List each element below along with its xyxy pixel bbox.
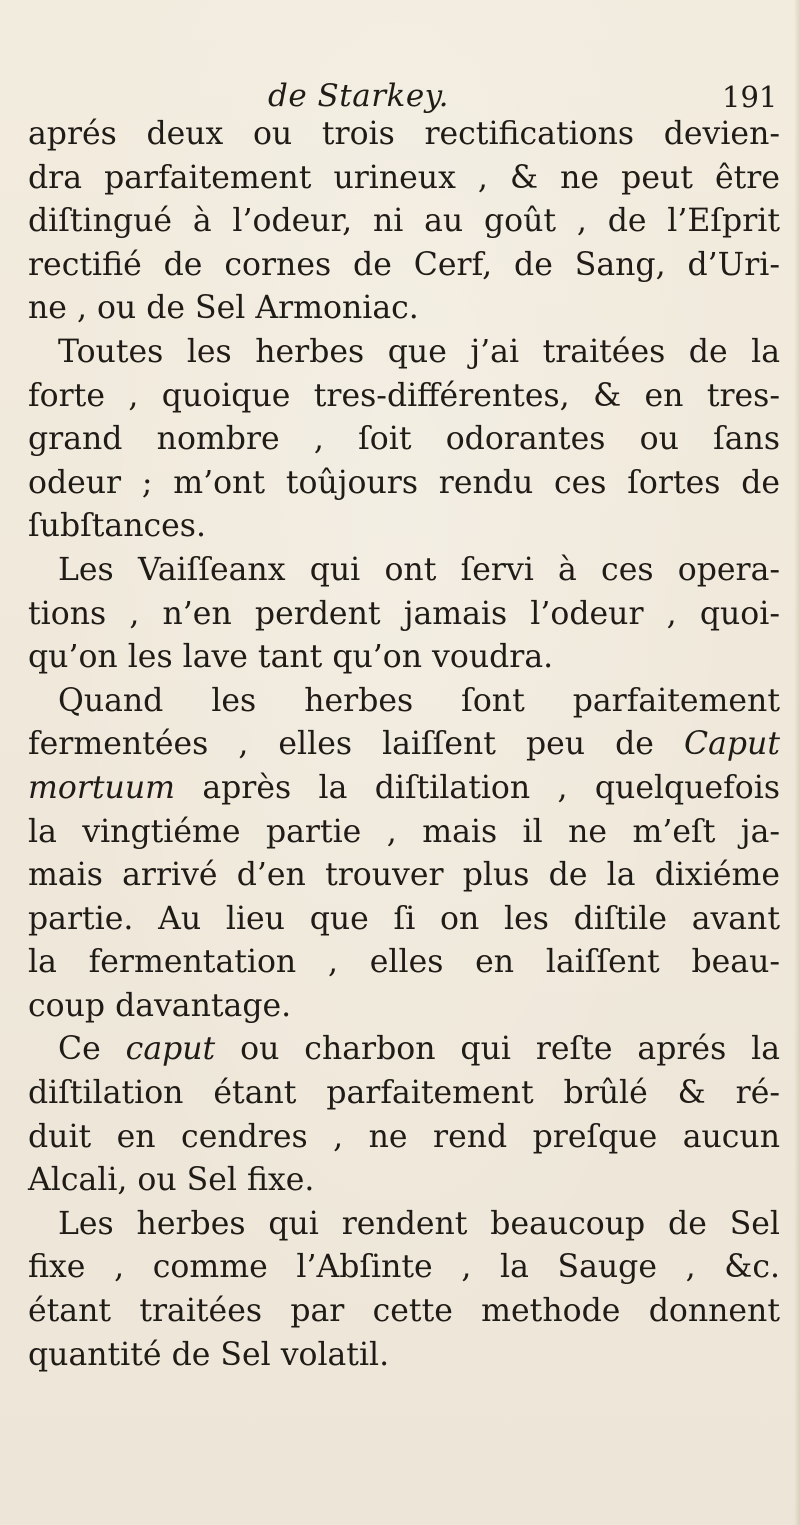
running-head	[0, 70, 800, 114]
text-line: diſtilation étant parfaitement brûlé & ré-	[28, 1075, 780, 1112]
text-line: quantité de Sel volatil.	[28, 1336, 390, 1373]
body-text	[28, 113, 780, 1377]
text-line: Alcali, ou Sel fixe.	[28, 1162, 315, 1199]
text-line: aprés deux ou trois rectifications devien-	[28, 116, 780, 152]
text-line: duit en cendres , ne rend preſque aucun	[28, 1118, 780, 1155]
text-line: Les herbes qui rendent beaucoup de Sel	[58, 1205, 780, 1242]
text-fragment: ou charbon qui reſte aprés la	[240, 1031, 780, 1068]
text-line: coup davantage.	[28, 987, 292, 1024]
text-line-with-italic	[28, 767, 780, 811]
text-line: forte , quoique tres-différentes, & en tres-	[28, 377, 780, 414]
text-line: tions , n’en perdent jamais l’odeur , quoi-	[28, 595, 780, 632]
paper-edge-shadow	[794, 0, 800, 1525]
text-line: dra parfaitement urineux , & ne peut être	[28, 159, 780, 196]
text-line-with-italic	[28, 1028, 780, 1072]
page-number: 191	[722, 80, 778, 114]
text-line-with-italic	[28, 723, 780, 767]
italic-term: Caput	[684, 726, 781, 763]
italic-term: caput	[125, 1031, 216, 1068]
italic-term: mortuum	[28, 769, 175, 806]
text-line: mais arrivé d’en trouver plus de la dixiéme	[28, 857, 780, 894]
text-line: la fermentation , elles en laiſſent beau-	[28, 944, 780, 981]
text-fragment: Ce	[58, 1031, 101, 1068]
text-line: ne , ou de Sel Armoniac.	[28, 290, 419, 327]
text-line: ſubſtances.	[28, 508, 206, 545]
text-line: étant traitées par cette methode donnent	[28, 1293, 780, 1330]
text-line: Les Vaiſſeanx qui ont ſervi à ces opera-	[58, 551, 780, 588]
running-title: de Starkey.	[268, 78, 449, 114]
text-fragment: après la diſtilation , quelquefois	[202, 769, 781, 806]
text-line: grand nombre , ſoit odorantes ou ſans	[28, 421, 780, 458]
text-line: fixe , comme l’Abſinte , la Sauge , &c.	[28, 1249, 780, 1286]
text-line: la vingtiéme partie , mais il ne m’eſt ja-	[28, 813, 780, 850]
text-line: Toutes les herbes que j’ai traitées de la	[58, 333, 780, 370]
text-line: odeur ; m’ont toûjours rendu ces ſortes de	[28, 464, 780, 501]
text-line: diſtingué à l’odeur, ni au goût , de l’Eſprit	[28, 203, 780, 240]
text-fragment: fermentées , elles laiſſent peu de	[28, 726, 654, 763]
text-line: partie. Au lieu que ſi on les diſtile avant	[28, 900, 780, 937]
text-line: Quand les herbes ſont parfaitement	[58, 682, 780, 719]
text-line: rectifié de cornes de Cerf, de Sang, d’Uri-	[28, 246, 780, 283]
text-line: qu’on les lave tant qu’on voudra.	[28, 639, 554, 676]
